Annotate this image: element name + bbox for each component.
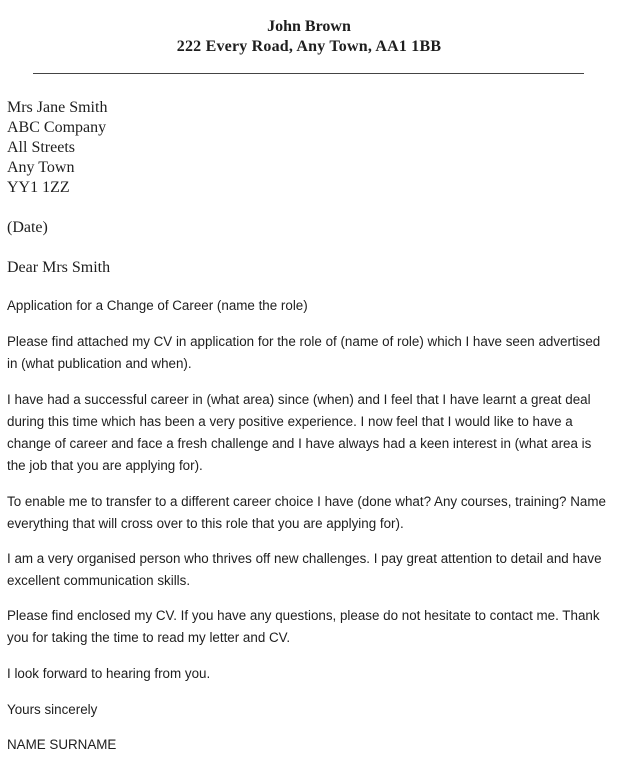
salutation: Dear Mrs Smith <box>7 259 111 276</box>
paragraph <box>7 605 613 649</box>
sender-name: John Brown <box>267 18 351 35</box>
paragraph-text: I look forward to hearing from you. <box>7 666 211 681</box>
signature <box>7 734 613 756</box>
header-divider <box>33 73 584 74</box>
subject-text: Application for a Change of Career (name the role) <box>7 298 308 313</box>
paragraph-text: I am a very organised person who thrives off new challenges. I pay great attention to detail and have excellent communication skills. <box>7 551 602 588</box>
paragraph <box>7 331 613 375</box>
letter-date: (Date) <box>7 219 48 236</box>
paragraph <box>7 389 613 477</box>
paragraph-text: I have had a successful career in (what area) since (when) and I feel that I have learnt a great deal during this time which has been a very positive experience. I now feel that I would like to have a change of career and face a fresh challenge and I have always had a keen interest in (what area is the job that you are applying for). <box>7 392 592 473</box>
recipient-line: YY1 1ZZ <box>7 179 70 196</box>
subject-line <box>7 295 613 317</box>
paragraph-text: Please find enclosed my CV. If you have any questions, please do not hesitate to contact me. Thank you for taking the time to read my letter and CV. <box>7 608 600 645</box>
paragraph-text: Please find attached my CV in application for the role of (name of role) which I have seen advertised in (what publication and when). <box>7 334 601 371</box>
signature-text: NAME SURNAME <box>7 737 117 752</box>
paragraph-text: To enable me to transfer to a different career choice I have (done what? Any courses, training? Name everything that will cross over to this role that you are applying for). <box>7 494 606 531</box>
closing <box>7 699 613 721</box>
recipient-line: Mrs Jane Smith <box>7 99 108 116</box>
recipient-line: ABC Company <box>7 119 107 136</box>
recipient-line: All Streets <box>7 139 75 156</box>
sender-address: 222 Every Road, Any Town, AA1 1BB <box>176 38 442 55</box>
recipient-address <box>7 98 107 198</box>
paragraph <box>7 663 613 685</box>
paragraph <box>7 491 613 535</box>
paragraph <box>7 548 613 592</box>
closing-text: Yours sincerely <box>7 702 98 717</box>
recipient-line: Any Town <box>7 159 75 176</box>
letterhead <box>0 17 618 57</box>
